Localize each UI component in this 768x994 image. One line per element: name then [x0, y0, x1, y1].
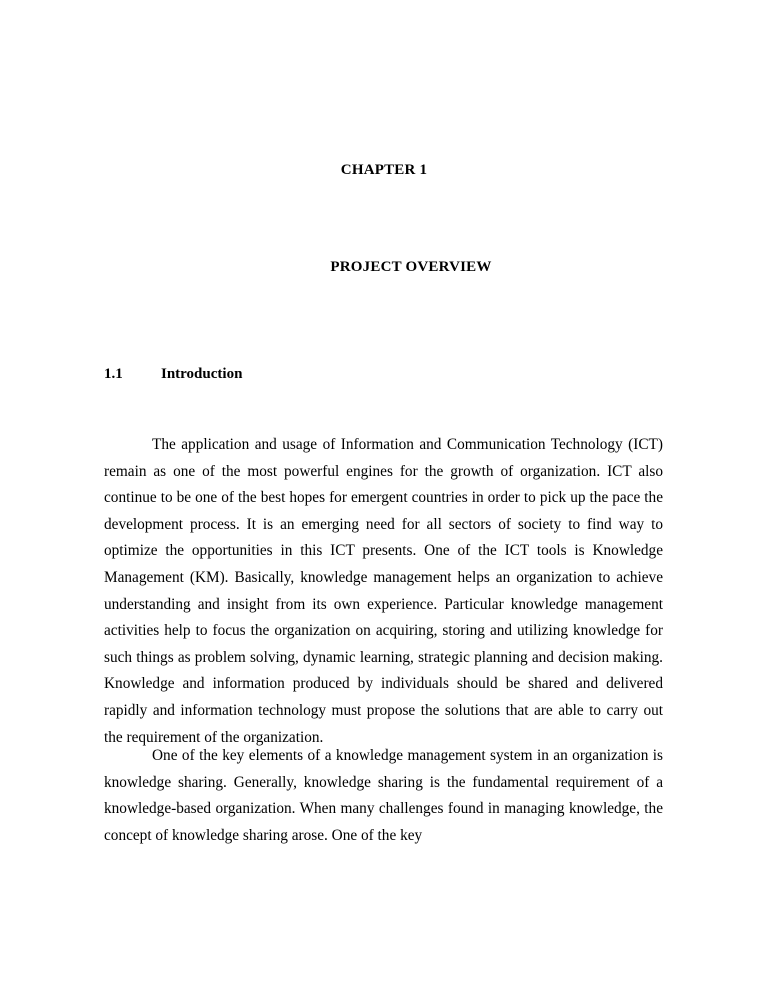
- body-paragraph: The application and usage of Information and Communication Technology (ICT) remain as one of the most powerful engines for the growth of organization. ICT also continue to be one of the best hopes for emergent countries in order to pick up the pace the development process. It is an emerging need for all sectors of society to find way to optimize the opportunities in this ICT presents. One of the ICT tools is Knowledge Management (KM). Basically, knowledge management helps an organization to achieve understanding and insight from its own experience. Particular knowledge management activities help to focus the organization on acquiring, storing and utilizing knowledge for such things as problem solving, dynamic learning, strategic planning and decision making. Knowledge and information produced by individuals should be shared and delivered rapidly and information technology must propose the solutions that are able to carry out the requirement of the organization.: [104, 436, 663, 746]
- chapter-title: PROJECT OVERVIEW: [330, 259, 492, 275]
- body-paragraph: One of the key elements of a knowledge management system in an organization is knowledge sharing. Generally, knowledge sharing is the fundamental requirement of a knowledge-based organization. When many challenges found in managing knowledge, the concept of knowledge sharing arose. One of the key: [104, 747, 663, 844]
- chapter-label: CHAPTER 1: [340, 162, 428, 178]
- section-heading: [104, 366, 242, 383]
- section-title: Introduction: [161, 366, 243, 382]
- section-number: 1.1: [104, 366, 123, 382]
